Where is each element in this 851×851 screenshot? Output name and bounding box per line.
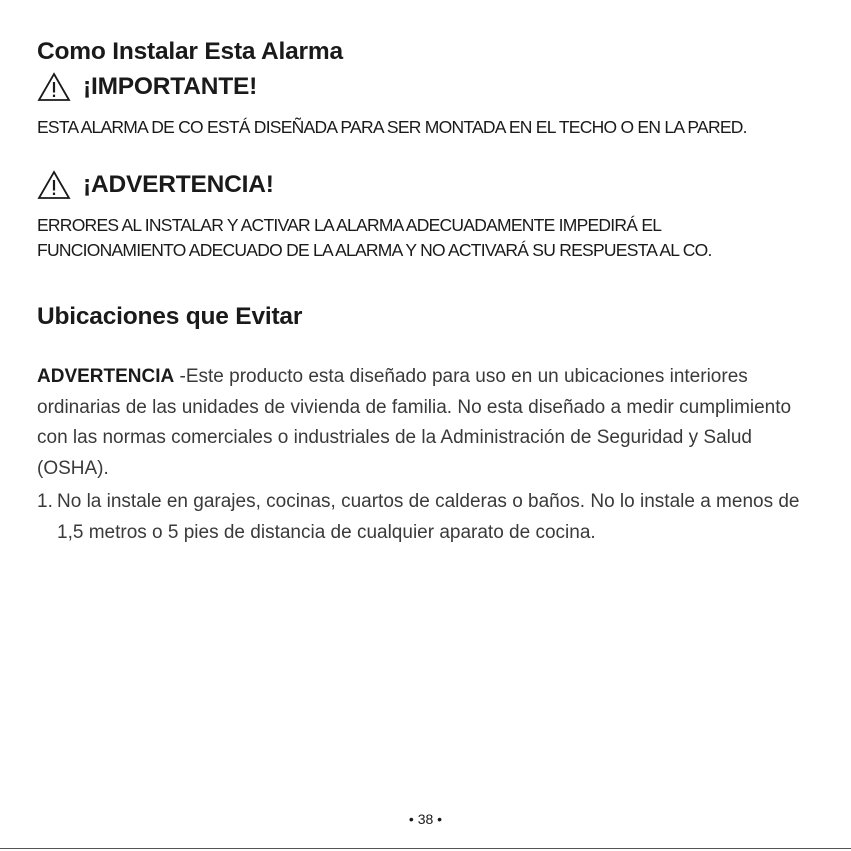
warning-triangle-icon (37, 170, 71, 200)
list-item (37, 487, 827, 548)
list-item-number: 1. (37, 491, 53, 512)
advert-paragraph (37, 362, 817, 484)
warning-heading: ¡ADVERTENCIA! (83, 171, 274, 198)
advert-label: ADVERTENCIA (37, 366, 175, 387)
list-item-text: No la instale en garajes, cocinas, cuartos de calderas o baños. No lo instale a menos de 1,5 metros o 5 pies de distancia de cualquier aparato de cocina. (57, 491, 800, 543)
warning-text-line-1: ERRORES AL INSTALAR Y ACTIVAR LA ALARMA ADECUADAMENTE IMPEDIRÁ EL (37, 215, 662, 235)
page-number: • 38 • (408, 811, 443, 827)
section-title: Ubicaciones que Evitar (37, 303, 303, 330)
avoid-locations-list (37, 487, 827, 548)
bottom-divider (0, 848, 851, 849)
warning-heading-row (37, 170, 274, 200)
page-title: Como Instalar Esta Alarma (37, 38, 343, 65)
warning-triangle-icon (37, 72, 71, 102)
important-text: ESTA ALARMA DE CO ESTÁ DISEÑADA PARA SER MONTADA EN EL TECHO O EN LA PARED. (37, 117, 747, 137)
important-heading-row (37, 72, 257, 102)
warning-text-line-2: FUNCIONAMIENTO ADECUADO DE LA ALARMA Y NO ACTIVARÁ SU RESPUESTA AL CO. (37, 240, 712, 260)
important-heading: ¡IMPORTANTE! (83, 73, 258, 100)
advert-text: -Este producto esta diseñado para uso en un ubicaciones interiores ordinarias de las unidades de vivienda de familia. No esta diseñado a medir cumplimiento con las normas comerciales o industriales de la Administración de Seguridad y Salud (OSHA). (37, 366, 792, 479)
